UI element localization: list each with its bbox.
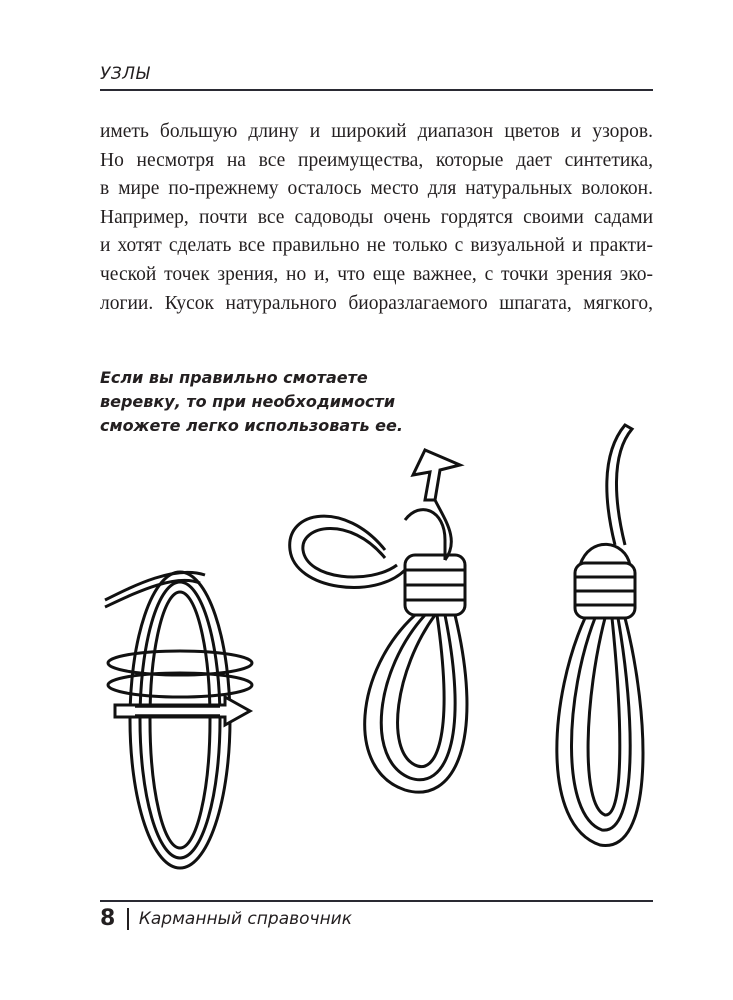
text-line: ческой точек зрения, но и, что еще важнее, с точки зрения эко- [100, 263, 653, 285]
text-line: и хотят сделать все правильно не только с визуальной и практи- [100, 235, 653, 257]
caption-line: веревку, то при необходимости [100, 392, 396, 411]
page-footer [100, 906, 352, 931]
caption-line: сможете легко использовать ее. [100, 416, 403, 435]
text-line: логии. Кусок натурального биоразлагаемого шпагата, мягкого, [100, 292, 653, 314]
caption-line: Если вы правильно смотаете [100, 368, 368, 387]
tightened-knot-illustration [530, 415, 670, 865]
text-line: Но несмотря на все преимущества, которые дает синтетика, [100, 149, 653, 171]
text-line: в мире по-прежнему осталось место для натуральных волокон. [100, 178, 653, 200]
page-number: 8 [100, 906, 116, 931]
footer-separator [127, 908, 129, 930]
body-text [100, 118, 653, 318]
footer-rule [100, 900, 653, 902]
loop-knot-illustration [285, 440, 495, 870]
text-line: Например, почти все садоводы очень гордятся своими садами [100, 206, 653, 228]
coiled-rope-illustration [95, 545, 265, 875]
running-header: УЗЛЫ [100, 64, 150, 84]
header-rule [100, 89, 653, 91]
book-title: Карманный справочник [138, 908, 353, 929]
text-line: иметь большую длину и широкий диапазон цветов и узоров. [100, 121, 653, 142]
illustration-caption [100, 366, 403, 438]
